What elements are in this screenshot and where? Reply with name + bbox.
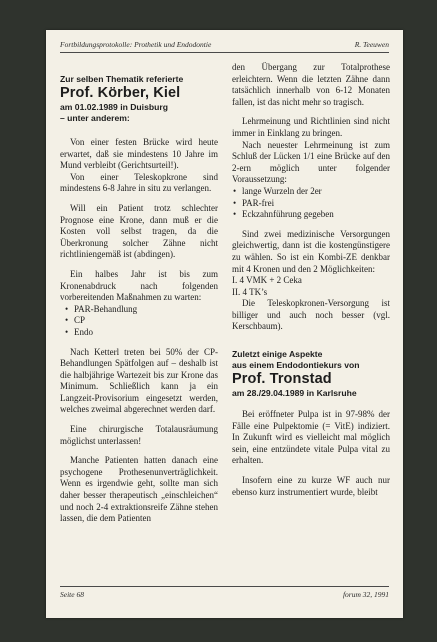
lecture-date: am 01.02.1989 in Duisburg (60, 102, 168, 112)
paragraph: Ein halbes Jahr ist bis zum Kronenabdruck nach folgenden vorbereitenden Maßnahmen zu warten: (60, 268, 218, 303)
paragraph: Nach neuester Lehrmeinung ist zum Schluß der Lücken 1/1 eine Brücke auf den 2-ern möglich unter folgender Voraussetzung: (232, 139, 390, 185)
section-subheading: – unter anderem: (60, 113, 130, 123)
bullet-list (232, 186, 390, 221)
journal-citation: forum 32, 1991 (342, 590, 389, 599)
page-number: Seite 68 (60, 590, 84, 599)
page-footer (60, 590, 389, 599)
list-item: • PAR-Behandlung (64, 304, 218, 316)
document-page (46, 30, 403, 618)
lecture-date: am 28./29.04.1989 in Karlsruhe (232, 388, 357, 399)
list-item: • lange Wurzeln der 2er (232, 186, 390, 198)
paragraph: Will ein Patient trotz schlechter Prognose eine Krone, dann muß er die Kosten voll selbst tragen, da die Überkronung solcher Zähne nicht richtliniengemäß ist (abdingen). (60, 202, 218, 260)
left-column (60, 74, 218, 525)
paragraph: Von einer Teleskopkrone sind mindestens 6-8 Jahre in situ zu verlangen. (60, 171, 218, 194)
right-column (232, 62, 390, 498)
list-item: • CP (64, 315, 218, 327)
paragraph: Die Teleskopkronen-Versorgung ist billiger und auch noch besser (vgl. Kerschbaum). (232, 298, 390, 332)
option-line: II. 4 TK’s (232, 286, 268, 297)
running-head (60, 40, 389, 49)
speaker-name: Prof. Körber, Kiel (60, 85, 181, 101)
list-item: • PAR-frei (232, 198, 390, 210)
list-item: • Endo (64, 327, 218, 339)
bullet-list (60, 304, 218, 339)
running-head-left: Fortbildungsprotokolle: Prothetik und Endodontie (60, 40, 212, 49)
running-head-right: R. Teeuwen (354, 40, 389, 49)
list-item: • Eckzahnführung gegeben (232, 209, 390, 221)
section-heading-line: Zuletzt einige Aspekte (232, 349, 323, 360)
paragraph: den Übergang zur Totalprothese erleichtern. Wenn die letzten Zähne dann tatsächlich innerhalb von 6-12 Monaten fallen, ist das nicht mehr so tragisch. (232, 62, 390, 107)
paragraph: Insofern eine zu kurze WF auch nur ebenso kurz instrumentiert wurde, bleibt (232, 475, 390, 497)
option-line: I. 4 VMK + 2 Ceka (232, 275, 302, 286)
section-heading-line: aus einem Endodontiekurs von (232, 360, 360, 371)
section-heading-line: Zur selben Thematik referierte (60, 74, 184, 84)
paragraph: Nach Ketterl treten bei 50% der CP-Behandlungen Spätfolgen auf – deshalb ist die halbjährige Wartezeit bis zur Krone das Minimum. Schließlich kann ja ein Langzeit-Provisorium eingesetzt werden, welches zweimal abgerechnet werden darf. (60, 346, 218, 415)
paragraph: Von einer festen Brücke wird heute erwartet, daß sie mindestens 10 Jahre im Mund verbleibt (Gerichtsurteil!). (60, 137, 218, 171)
footer-rule (60, 586, 389, 587)
paragraph: Bei eröffneter Pulpa ist in 97-98% der Fälle eine Pulpektomie (= VitE) indiziert. In Zukunft wird es vielleicht mal möglich sein, eine entzündete vitale Pulpa vital zu erhalten. (232, 409, 390, 466)
paragraph: Manche Patienten hatten danach eine psychogene Prothesenunverträglichkeit. Wenn es irgendwie geht, sollte man sich daher besser therapeutisch „einschleichen“ und noch 2-4 extraktionsreife Zähne stehen lassen, die dem Patienten (60, 455, 218, 524)
paragraph: Eine chirurgische Totalausräumung möglichst unterlassen! (60, 424, 218, 446)
paragraph: Lehrmeinung und Richtlinien sind nicht immer in Einklang zu bringen. (232, 116, 390, 138)
speaker-name: Prof. Tronstad (232, 371, 332, 388)
paragraph: Sind zwei medizinische Versorgungen gleichwertig, dann ist die kostengünstigere zu wählen. So ist ein Kombi-ZE denkbar mit 4 Kronen und den 2 Möglichkeiten: (232, 228, 390, 274)
header-rule (60, 52, 389, 53)
